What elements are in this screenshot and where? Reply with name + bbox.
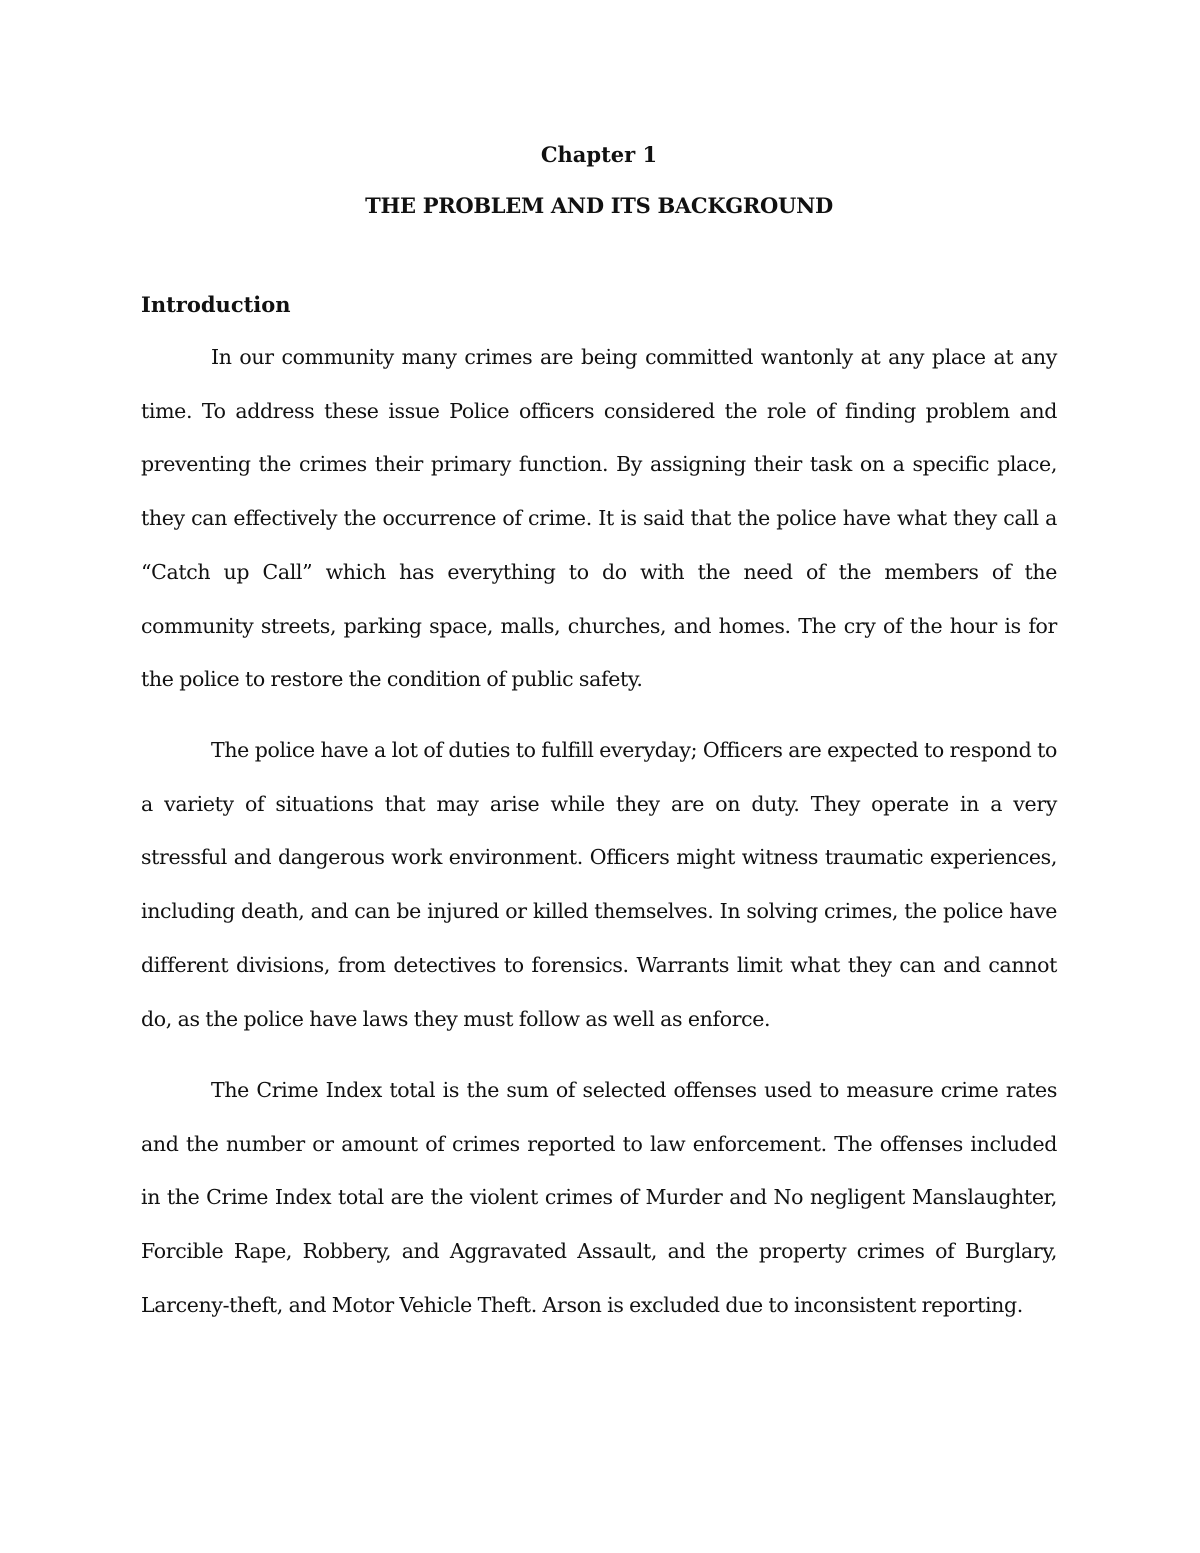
document-page [141, 0, 1057, 1553]
section-heading-introduction: Introduction [141, 292, 291, 317]
chapter-title: THE PROBLEM AND ITS BACKGROUND [365, 193, 833, 218]
paragraph-1: In our community many crimes are being committed wantonly at any place at any time. To address these issue Police officers considered the role of finding problem and preventing the crimes their primary function. By assigning their task on a specific place, they can effectively the occurrence of crime. It is said that the police have what they call a “Catch up Call” which has everything to do with the need of the members of the community streets, parking space, malls, churches, and homes. The cry of the hour is for the police to restore the condition of public safety. [141, 345, 1057, 692]
paragraph-3: The Crime Index total is the sum of selected offenses used to measure crime rates and the number or amount of crimes reported to law enforcement. The offenses included in the Crime Index total are the violent crimes of Murder and No negligent Manslaughter, Forcible Rape, Robbery, and Aggravated Assault, and the property crimes of Burglary, Larceny-theft, and Motor Vehicle Theft. Arson is excluded due to inconsistent reporting. [141, 1078, 1057, 1317]
chapter-label: Chapter 1 [540, 142, 658, 167]
paragraph-2: The police have a lot of duties to fulfill everyday; Officers are expected to respond to a variety of situations that may arise while they are on duty. They operate in a very stressful and dangerous work environment. Officers might witness traumatic experiences, including death, and can be injured or killed themselves. In solving crimes, the police have different divisions, from detectives to forensics. Warrants limit what they can and cannot do, as the police have laws they must follow as well as enforce. [141, 738, 1057, 1031]
